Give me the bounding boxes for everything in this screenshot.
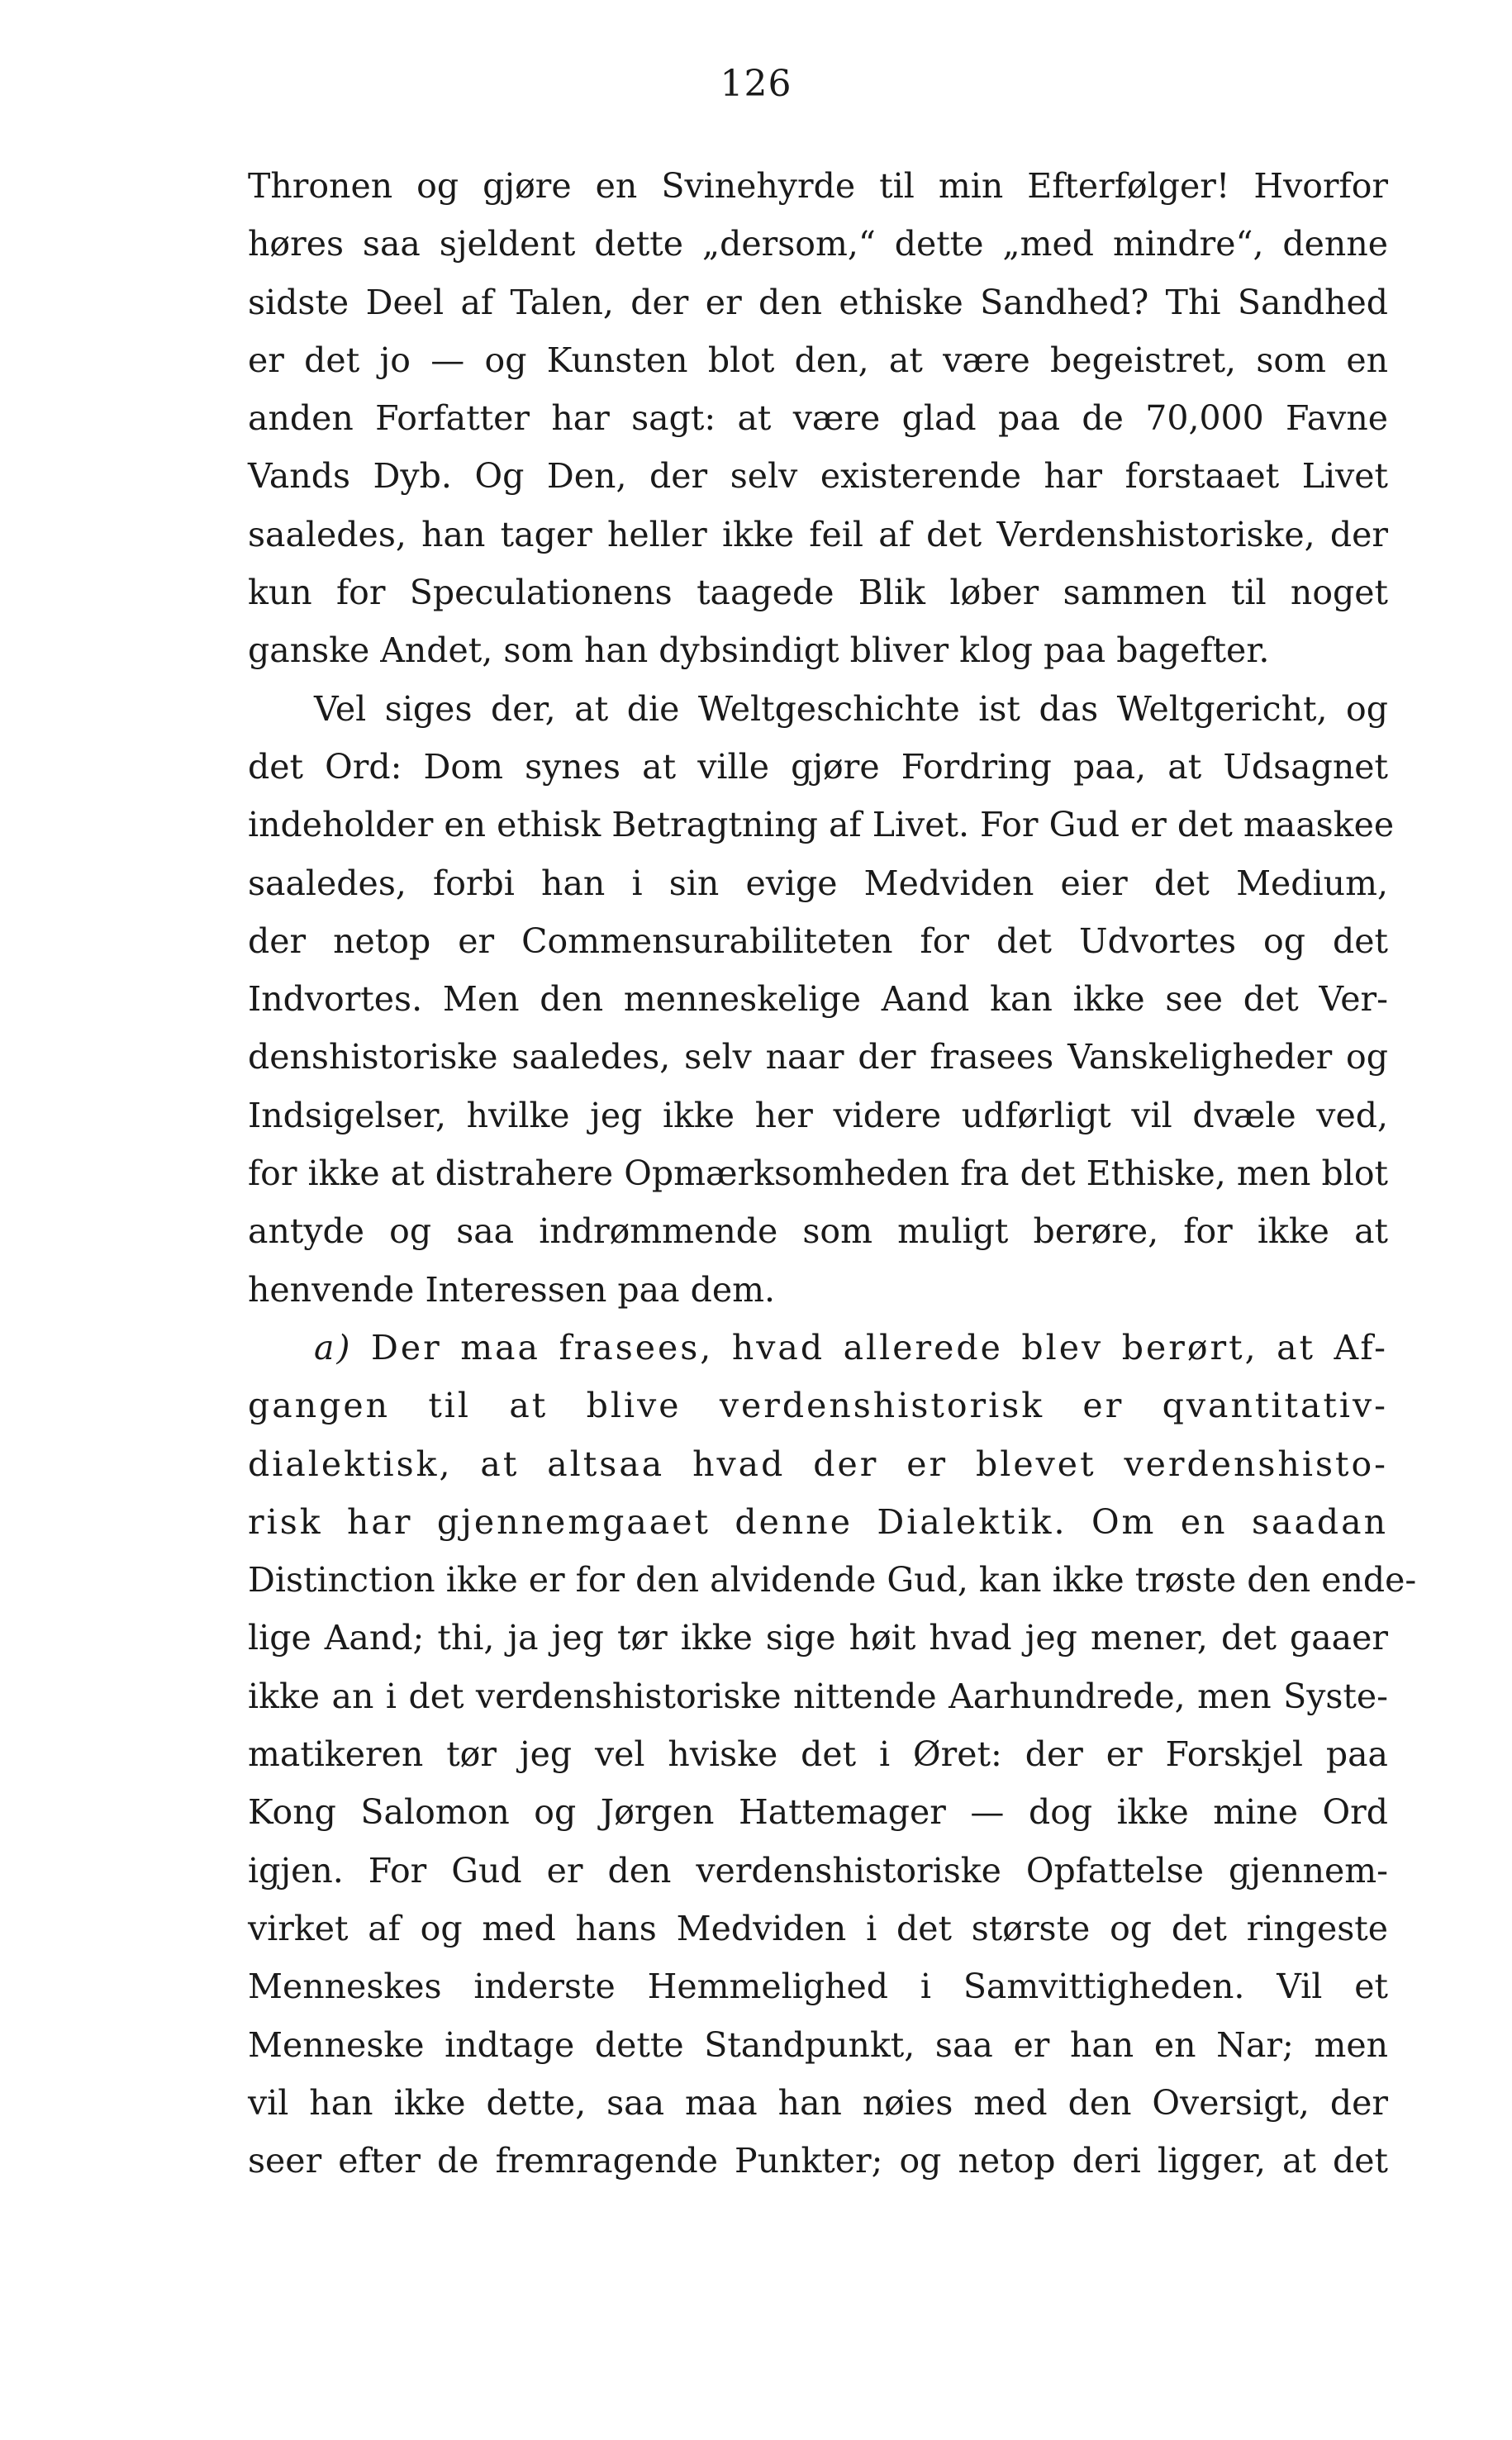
text-line: denshistoriske saaledes, selv naar der frasees Vanskeligheder og	[248, 1037, 1388, 1077]
subsection-start-line	[248, 1319, 1388, 1377]
text-line: er det jo — og Kunsten blot den, at være begeistret, som en	[248, 340, 1388, 380]
text-line: lige Aand; thi, ja jeg tør ikke sige høit hvad jeg mener, det gaaer	[248, 1618, 1388, 1658]
text-line: ganske Andet, som han dybsindigt bliver klog paa bagefter.	[248, 630, 1270, 671]
text-line: Vands Dyb. Og Den, der selv existerende har forstaaet Livet	[248, 456, 1388, 497]
text-line: antyde og saa indrømmende som muligt berøre, for ikke at	[248, 1211, 1388, 1252]
text-line: igjen. For Gud er den verdenshistoriske Opfattelse gjennem-	[248, 1850, 1388, 1891]
text-line: saaledes, han tager heller ikke feil af det Verdenshistoriske, der	[248, 514, 1388, 554]
text-line: Menneske indtage dette Standpunkt, saa er han en Nar; men	[248, 2024, 1388, 2065]
text-line: saaledes, forbi han i sin evige Medviden eier det Medium,	[248, 863, 1388, 903]
text-line: matikeren tør jeg vel hviske det i Øret: der er Forskjel paa	[248, 1734, 1388, 1775]
text-line: ikke an i det verdenshistoriske nittende Aarhundrede, men Syste-	[248, 1676, 1388, 1716]
text-line: kun for Speculationens taagede Blik løber sammen til noget	[248, 573, 1388, 613]
text-line: høres saa sjeldent dette „dersom,“ dette „med mindre“, denne	[248, 224, 1388, 264]
subsection-line-text: Der maa frasees, hvad allerede blev berørt, at Af-	[370, 1327, 1388, 1367]
body-text	[248, 157, 1417, 2190]
text-line: henvende Interessen paa dem.	[248, 1269, 776, 1310]
text-line: Indsigelser, hvilke jeg ikke her videre udførligt vil dvæle ved,	[248, 1095, 1388, 1135]
text-line: Kong Salomon og Jørgen Hattemager — dog ikke mine Ord	[248, 1792, 1388, 1833]
text-line: det Ord: Dom synes at ville gjøre Fordring paa, at Udsagnet	[248, 746, 1388, 787]
paragraph-start-line: Vel siges der, at die Weltgeschichte ist das Weltgericht, og	[314, 688, 1388, 729]
text-line: seer efter de fremragende Punkter; og netop deri ligger, at det	[248, 2141, 1388, 2181]
paragraph-marker: a)	[314, 1327, 353, 1367]
text-line: dialektisk, at altsaa hvad der er blevet verdenshisto-	[248, 1444, 1388, 1484]
text-line: Indvortes. Men den menneskelige Aand kan ikke see det Ver-	[248, 979, 1388, 1020]
text-line: Distinction ikke er for den alvidende Gud, kan ikke trøste den ende-	[248, 1560, 1417, 1601]
text-line: der netop er Commensurabiliteten for det Udvortes og det	[248, 920, 1388, 961]
text-line: virket af og med hans Medviden i det største og det ringeste	[248, 1908, 1388, 1948]
text-line: for ikke at distrahere Opmærksomheden fra det Ethiske, men blot	[248, 1153, 1388, 1194]
text-line: sidste Deel af Talen, der er den ethiske Sandhed? Thi Sandhed	[248, 282, 1388, 322]
text-line: indeholder en ethisk Betragtning af Livet. For Gud er det maaskee	[248, 805, 1395, 845]
text-line: Menneskes inderste Hemmelighed i Samvittigheden. Vil et	[248, 1967, 1388, 2007]
text-line: risk har gjennemgaaet denne Dialektik. Om en saadan	[248, 1501, 1388, 1542]
text-line: vil han ikke dette, saa maa han nøies med den Oversigt, der	[248, 2082, 1388, 2123]
page-number: 126	[720, 63, 792, 105]
text-line: anden Forfatter har sagt: at være glad paa de 70,000 Favne	[248, 398, 1388, 439]
text-line: Thronen og gjøre en Svinehyrde til min Efterfølger! Hvorfor	[248, 166, 1388, 206]
text-line: gangen til at blive verdenshistorisk er qvantitativ-	[248, 1386, 1388, 1426]
